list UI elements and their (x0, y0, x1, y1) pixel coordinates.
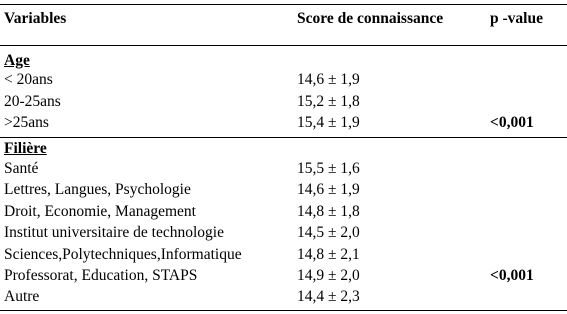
section-rule (0, 137, 567, 138)
row-score: 15,4 ± 1,9 (297, 114, 360, 131)
row-score: 14,6 ± 1,9 (297, 181, 360, 198)
row-score: 14,8 ± 1,8 (297, 203, 360, 220)
row-pvalue: <0,001 (490, 114, 534, 131)
row-label: 20-25ans (4, 93, 61, 110)
header-variables: Variables (4, 10, 67, 27)
header-score: Score de connaissance (297, 10, 444, 27)
row-label: Sciences,Polytechniques,Informatique (4, 246, 242, 263)
row-score: 14,5 ± 2,0 (297, 224, 360, 241)
section-title-age: Age (4, 52, 30, 69)
bottom-rule (0, 310, 567, 311)
row-score: 14,9 ± 2,0 (297, 267, 360, 284)
row-score: 15,5 ± 1,6 (297, 160, 360, 177)
row-label: Santé (4, 160, 39, 177)
row-label: Lettres, Langues, Psychologie (4, 181, 191, 198)
row-label: >25ans (4, 114, 49, 131)
top-rule (0, 4, 567, 5)
row-score: 14,6 ± 1,9 (297, 71, 360, 88)
section-title-filiere: Filière (4, 140, 47, 157)
row-score: 14,4 ± 2,3 (297, 288, 360, 305)
row-label: Institut universitaire de technologie (4, 224, 224, 241)
row-label: Droit, Economie, Management (4, 203, 196, 220)
row-pvalue: <0,001 (490, 267, 534, 284)
header-rule (0, 45, 567, 46)
row-label: Professorat, Education, STAPS (4, 267, 198, 284)
header-pvalue: p -value (490, 10, 543, 27)
row-label: < 20ans (4, 71, 53, 88)
row-score: 14,8 ± 2,1 (297, 246, 360, 263)
row-score: 15,2 ± 1,8 (297, 93, 360, 110)
row-label: Autre (4, 288, 40, 305)
